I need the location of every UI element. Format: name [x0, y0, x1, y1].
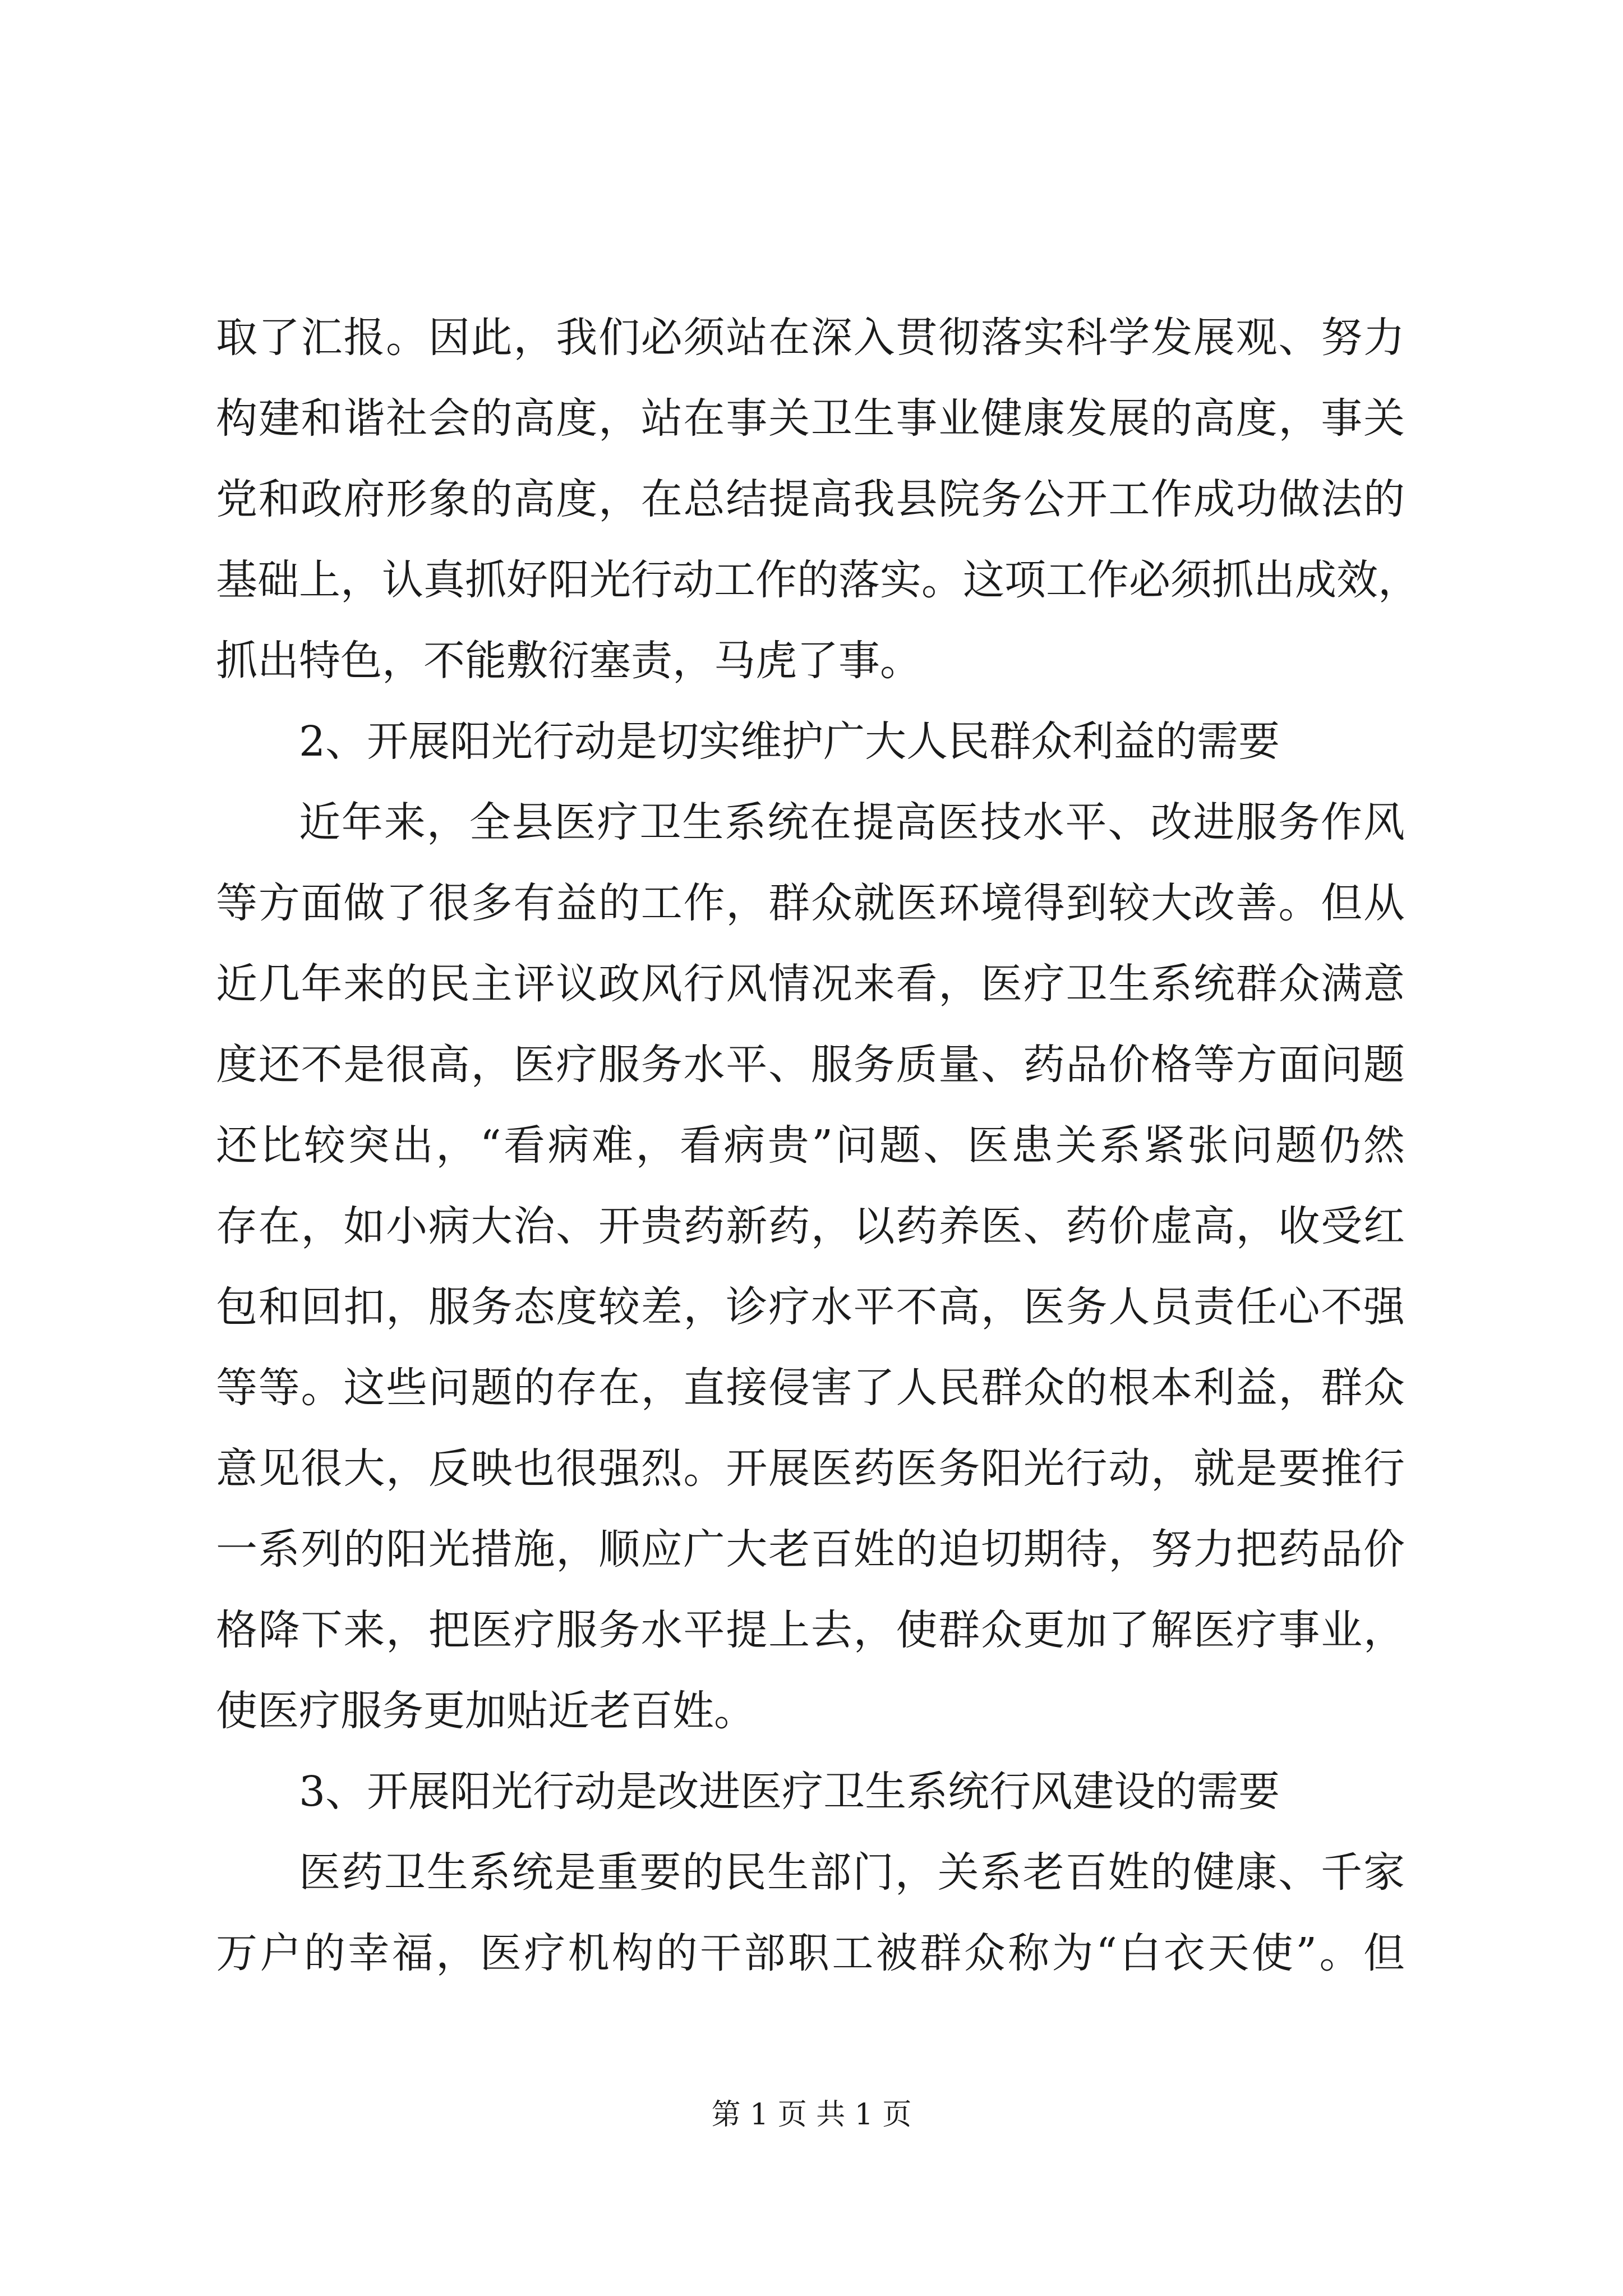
page-footer — [0, 2095, 1623, 2134]
text-line: 万户的幸福，医疗机构的干部职工被群众称为“白衣天使”。但 — [216, 1929, 1405, 1977]
page-number-label: 第 1 页 共 1 页 — [711, 2098, 912, 2132]
text-line: 度还不是很高，医疗服务水平、服务质量、药品价格等方面问题 — [216, 1041, 1405, 1089]
text-line: 格降下来，把医疗服务水平提上去，使群众更加了解医疗事业， — [216, 1606, 1405, 1654]
text-line: 意见很大，反映也很强烈。开展医药医务阳光行动，就是要推行 — [216, 1444, 1405, 1493]
text-line: 构建和谐社会的高度，站在事关卫生事业健康发展的高度，事关 — [216, 394, 1405, 443]
text-line: 还比较突出，“看病难，看病贵”问题、医患关系紧张问题仍然 — [216, 1121, 1405, 1170]
text-line: 等等。这些问题的存在，直接侵害了人民群众的根本利益，群众 — [216, 1364, 1405, 1412]
text-line: 基础上，认真抓好阳光行动工作的落实。这项工作必须抓出成效， — [216, 556, 1419, 604]
text-line: 等方面做了很多有益的工作，群众就医环境得到较大改善。但从 — [216, 879, 1405, 927]
text-line: 党和政府形象的高度，在总结提高我县院务公开工作成功做法的 — [216, 475, 1405, 523]
text-line: 近几年来的民主评议政风行风情况来看，医疗卫生系统群众满意 — [216, 960, 1405, 1008]
section-heading: 2、开展阳光行动是切实维护广大人民群众利益的需要 — [299, 717, 1280, 766]
text-line: 近年来，全县医疗卫生系统在提高医技水平、改进服务作风 — [299, 798, 1405, 846]
text-line: 包和回扣，服务态度较差，诊疗水平不高，医务人员责任心不强 — [216, 1283, 1405, 1331]
text-line: 存在，如小病大治、开贵药新药，以药养医、药价虚高，收受红 — [216, 1202, 1405, 1250]
text-line: 取了汇报。因此，我们必须站在深入贯彻落实科学发展观、努力 — [216, 314, 1405, 362]
document-body — [216, 297, 1419, 1994]
text-line: 使医疗服务更加贴近老百姓。 — [216, 1687, 755, 1735]
section-heading: 3、开展阳光行动是改进医疗卫生系统行风建设的需要 — [299, 1768, 1280, 1816]
text-line: 抓出特色，不能敷衍塞责，马虎了事。 — [216, 637, 921, 685]
text-line: 一系列的阳光措施，顺应广大老百姓的迫切期待，努力把药品价 — [216, 1525, 1405, 1573]
text-line: 医药卫生系统是重要的民生部门，关系老百姓的健康、千家 — [299, 1848, 1405, 1897]
